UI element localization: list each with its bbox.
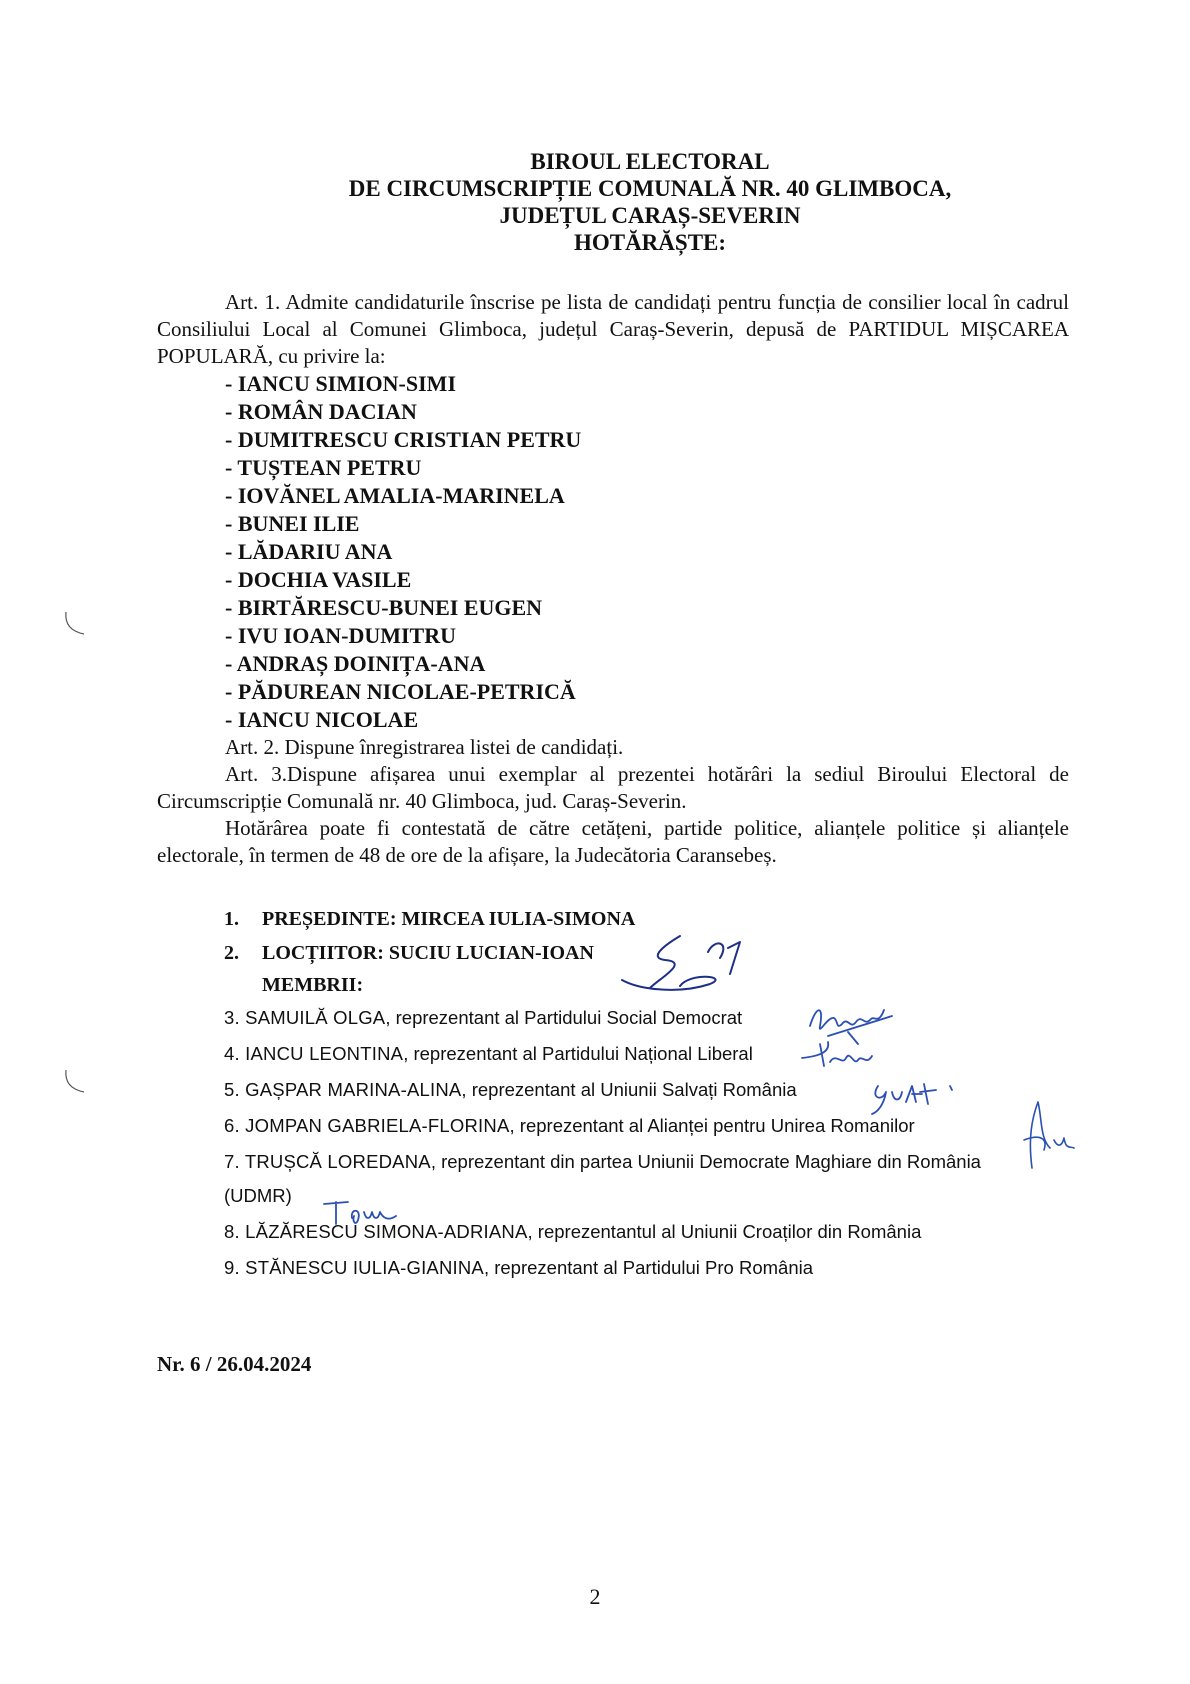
member-name: 8. LĂZĂRESCU SIMONA-ADRIANA: [224, 1221, 528, 1242]
member-role: , reprezentant al Uniunii Salvați România: [461, 1079, 797, 1100]
member-5-signature: [868, 1078, 958, 1118]
member-name: 3. SAMUILĂ OLGA: [224, 1007, 386, 1028]
member-name: 9. STĂNESCU IULIA-GIANINA: [224, 1257, 484, 1278]
candidate-item: - IANCU SIMION-SIMI: [225, 371, 457, 396]
candidate-item: - DUMITRESCU CRISTIAN PETRU: [225, 427, 582, 452]
member-name: 7. TRUȘCĂ LOREDANA: [224, 1151, 431, 1172]
document-header: [0, 148, 1190, 256]
candidate-item: - IVU IOAN-DUMITRU: [225, 623, 456, 648]
member-line: [224, 1256, 981, 1280]
president-number: 1.: [224, 908, 239, 930]
candidate-item: - LĂDARIU ANA: [225, 539, 393, 564]
member-6-signature: [1020, 1098, 1090, 1178]
member-line: [224, 1150, 981, 1174]
member-name: 4. IANCU LEONTINA: [224, 1043, 404, 1064]
page-number: 2: [589, 1584, 601, 1609]
candidate-item: - TUȘTEAN PETRU: [225, 455, 422, 480]
candidate-item: - ANDRAȘ DOINIȚA-ANA: [225, 651, 486, 676]
candidate-item: - IANCU NICOLAE: [225, 707, 419, 732]
members-label: MEMBRII:: [262, 974, 364, 996]
header-line-3: JUDEȚUL CARAȘ-SEVERIN: [499, 203, 801, 228]
document-body: [157, 289, 1069, 869]
deputy-signature: [620, 928, 760, 1000]
candidate-item: - PĂDUREAN NICOLAE-PETRICĂ: [225, 679, 576, 704]
member-role: , reprezentant al Partidului Social Democrat: [385, 1007, 743, 1028]
article-2: Art. 2. Dispune înregistrarea listei de candidați.: [225, 735, 624, 759]
member-7-signature: [322, 1198, 402, 1230]
deputy-number: 2.: [224, 942, 239, 964]
header-line-1: BIROUL ELECTORAL: [530, 149, 770, 174]
margin-mark-top: [62, 610, 92, 640]
header-line-2: DE CIRCUMSCRIPȚIE COMUNALĂ NR. 40 GLIMBOCA,: [348, 176, 952, 201]
deputy-name: LOCȚIITOR: SUCIU LUCIAN-IOAN: [262, 942, 594, 964]
document-number: Nr. 6 / 26.04.2024: [157, 1352, 312, 1376]
member-4-signature: [800, 1036, 880, 1076]
member-name: 6. JOMPAN GABRIELA-FLORINA: [224, 1115, 510, 1136]
header-line-4: HOTĂRĂȘTE:: [573, 230, 727, 255]
candidate-item: - IOVĂNEL AMALIA-MARINELA: [225, 483, 565, 508]
member-role: , reprezentant al Partidului Pro România: [483, 1257, 814, 1278]
member-name: 5. GAȘPAR MARINA-ALINA: [224, 1079, 462, 1100]
deputy-line: [224, 940, 981, 966]
article-1: Art. 1. Admite candidaturile înscrise pe lista de candidați pentru funcția de consilier local în cadrul Consiliului Local al Comunei Glimboca, județul Caraș-Severin, depusă de PARTIDUL MIȘCAREA POPULARĂ, cu privire la:: [157, 290, 1069, 368]
member-role: , reprezentant din partea Uniunii Democrate Maghiare din România: [430, 1151, 981, 1172]
candidate-item: - BUNEI ILIE: [225, 511, 360, 536]
article-3: Art. 3.Dispune afișarea unui exemplar al prezentei hotărâri la sediul Biroului Electoral de Circumscripție Comunală nr. 40 Glimboca, jud. Caraș-Severin.: [157, 762, 1069, 813]
president-line: [224, 906, 981, 932]
candidate-item: - BIRTĂRESCU-BUNEI EUGEN: [225, 595, 543, 620]
margin-mark-bottom: [62, 1068, 92, 1098]
candidate-item: - DOCHIA VASILE: [225, 567, 412, 592]
member-role: , reprezentant al Partidului Național Liberal: [403, 1043, 753, 1064]
member-role: , reprezentant al Alianței pentru Unirea Romanilor: [509, 1115, 915, 1136]
candidate-list: [157, 370, 1069, 734]
president-name: PREȘEDINTE: MIRCEA IULIA-SIMONA: [262, 908, 636, 930]
contest-note: Hotărârea poate fi contestată de către cetățeni, partide politice, alianțele politice și alianțele electorale, în termen de 48 de ore de la afișare, la Judecătoria Caransebeș.: [157, 816, 1069, 867]
candidate-item: - ROMÂN DACIAN: [225, 399, 417, 424]
member-line-continuation: (UDMR): [224, 1185, 292, 1206]
member-role: , reprezentantul al Uniunii Croaților din România: [527, 1221, 922, 1242]
